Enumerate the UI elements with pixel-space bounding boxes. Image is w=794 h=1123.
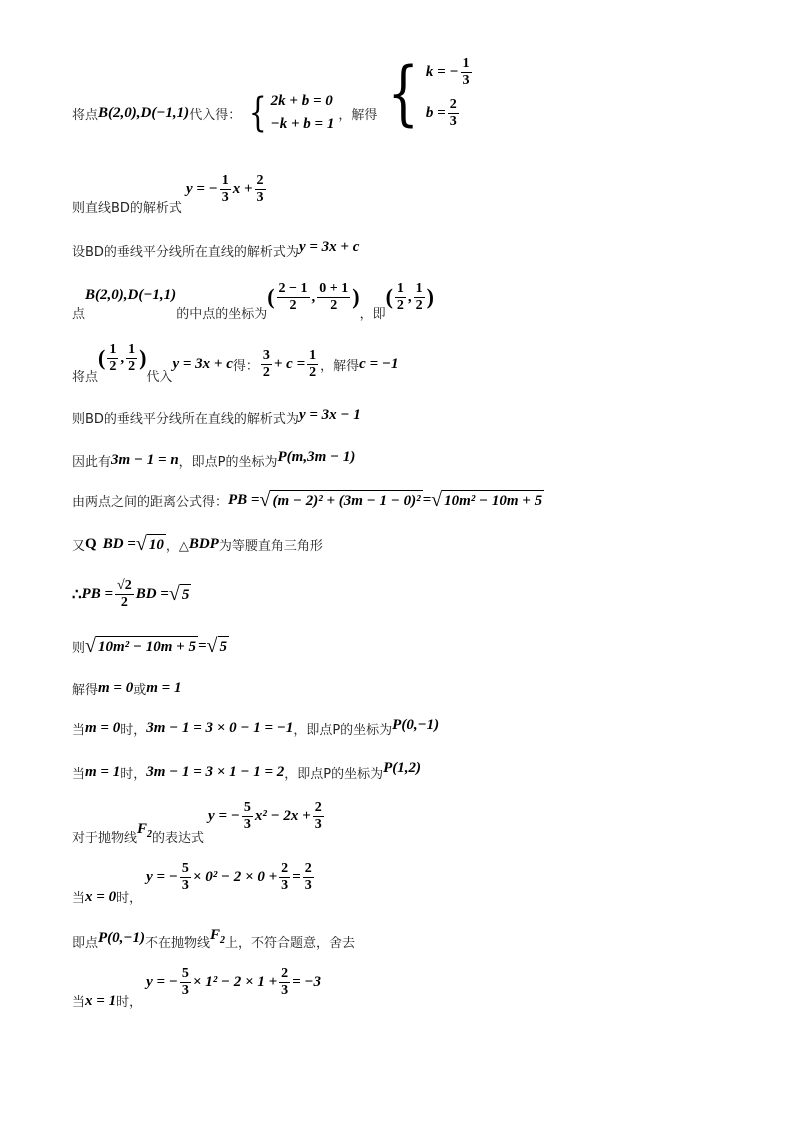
text: 不在抛物线 bbox=[145, 935, 211, 951]
text: 则直线BD的解析式 bbox=[72, 201, 182, 216]
equation: b = bbox=[425, 105, 446, 121]
math: = bbox=[292, 868, 301, 885]
math: y = − bbox=[146, 868, 178, 885]
math: = −3 bbox=[292, 973, 322, 990]
text: 则 bbox=[72, 640, 86, 656]
math: 3m − 1 = 3 × 1 − 1 = 2 bbox=[146, 763, 285, 780]
text: 即点 bbox=[72, 935, 99, 951]
line-midpoint: 点 B(2,0),D(−1,1) 的中点的坐标为 ( $\frac{2 - 1}{2}$ , $\frac{0 + 1}{2}$ ) ，即 ( $\frac{1}{2}$ , $\frac{1}{2}$ ) bbox=[72, 280, 434, 322]
text: 当 bbox=[72, 722, 86, 738]
line-case-x1 bbox=[72, 966, 321, 1010]
fraction: $\frac{1}{2}$ bbox=[396, 280, 404, 313]
fraction: $\frac{1}{2}$ bbox=[109, 341, 117, 374]
text: 的中点的坐标为 bbox=[176, 307, 268, 322]
math: x + bbox=[232, 180, 253, 197]
line-substitute-midpoint: 将点 ( $\frac{1}{2}$ , $\frac{1}{2}$ ) 代入 y = 3x + c 得： $\frac{3}{2}$ + c = $\frac{1}{2}$ ，解得 c = −1 bbox=[72, 341, 399, 385]
text: ，解得 bbox=[320, 358, 360, 374]
math: y = − bbox=[146, 973, 178, 990]
math: x = 1 bbox=[85, 993, 117, 1009]
text: 将点 bbox=[72, 370, 99, 385]
text: 时， bbox=[120, 722, 147, 738]
equation: k = − bbox=[425, 64, 459, 80]
text: ，解得 bbox=[338, 107, 378, 123]
text: 代入得： bbox=[189, 107, 242, 123]
line-distance-formula bbox=[72, 484, 544, 516]
fraction: $\frac{2 - 1}{2}$ bbox=[278, 280, 308, 313]
math: PB = bbox=[81, 585, 114, 602]
text: 当 bbox=[72, 766, 86, 782]
sqrt: √ 10 bbox=[135, 533, 164, 555]
text: 将点 bbox=[72, 107, 99, 123]
math: m = 0 bbox=[98, 679, 134, 696]
math: P(0,−1) bbox=[392, 716, 440, 733]
fraction: $\frac{2}{3}$ bbox=[256, 172, 264, 205]
text: 时， bbox=[116, 891, 143, 906]
math: y = − bbox=[185, 180, 218, 197]
text: 时， bbox=[116, 995, 143, 1010]
math: + c = bbox=[273, 355, 306, 372]
line-pb-value bbox=[72, 572, 191, 616]
fraction: $\frac{5}{3}$ bbox=[181, 965, 189, 998]
fraction: $\frac{√2}{2}$ bbox=[117, 577, 132, 610]
math: Q bbox=[85, 535, 97, 552]
fraction: $\frac{1}{3}$ bbox=[462, 56, 470, 88]
fraction: $\frac{2}{3}$ bbox=[314, 799, 322, 832]
math: = bbox=[197, 637, 207, 654]
text: 当 bbox=[72, 995, 86, 1010]
text: 的表达式 bbox=[152, 831, 205, 846]
text: ，即点P的坐标为 bbox=[178, 454, 278, 470]
line-substitute-points bbox=[72, 52, 478, 156]
fraction: $\frac{1}{2}$ bbox=[128, 341, 136, 374]
line-case-x0 bbox=[72, 862, 316, 906]
text: 上，不符合题意，舍去 bbox=[225, 935, 356, 951]
equation: 2k + b = 0 bbox=[270, 93, 333, 109]
line-reject-p bbox=[72, 928, 355, 954]
fraction: $\frac{3}{2}$ bbox=[262, 347, 270, 380]
math: BDP bbox=[188, 535, 219, 552]
fraction: $\frac{2}{3}$ bbox=[304, 860, 312, 893]
fraction: $\frac{0 + 1}{2}$ bbox=[319, 280, 349, 313]
fraction: $\frac{1}{3}$ bbox=[221, 172, 229, 205]
fraction: $\frac{2}{3}$ bbox=[449, 97, 457, 129]
math: m = 1 bbox=[85, 763, 121, 780]
math: P(1,2) bbox=[383, 759, 421, 776]
sqrt: √ 10m² − 10m + 5 bbox=[431, 489, 543, 511]
sqrt: √ 5 bbox=[206, 635, 228, 657]
line-bd-equation bbox=[72, 172, 268, 216]
math: m = 1 bbox=[146, 679, 182, 696]
math: x = 0 bbox=[85, 889, 117, 905]
math: ∴ bbox=[72, 586, 82, 603]
line-case-m0 bbox=[72, 716, 439, 740]
math: BD = bbox=[102, 535, 136, 552]
sqrt: √ 5 bbox=[168, 583, 190, 605]
brace-icon: { bbox=[388, 52, 420, 134]
text: ，△ bbox=[165, 538, 189, 554]
math: = bbox=[422, 491, 432, 508]
text: 代入 bbox=[146, 370, 173, 385]
equation-system bbox=[245, 90, 335, 136]
math: c = −1 bbox=[359, 355, 399, 372]
fraction: $\frac{5}{3}$ bbox=[181, 860, 189, 893]
text: 又 bbox=[72, 538, 86, 554]
math: × 1² − 2 × 1 + bbox=[192, 973, 278, 990]
math: BD = bbox=[135, 585, 169, 602]
math-points: B(2,0),D(−1,1) bbox=[98, 104, 190, 121]
text: 对于抛物线 bbox=[72, 831, 138, 846]
math: 3m − 1 = 3 × 0 − 1 = −1 bbox=[146, 719, 294, 736]
sqrt: √ (m − 2)² + (3m − 1 − 0)² bbox=[259, 489, 421, 511]
math: y = 3x − 1 bbox=[298, 406, 361, 423]
line-parabola-f2 bbox=[72, 799, 326, 846]
text: ，即 bbox=[359, 307, 386, 322]
text: 因此有 bbox=[72, 454, 112, 470]
math: y = 3x + c bbox=[298, 238, 360, 255]
math: PB = bbox=[228, 491, 260, 508]
fraction: $\frac{1}{2}$ bbox=[309, 347, 317, 380]
line-point-p bbox=[72, 448, 355, 472]
text: 点 bbox=[72, 307, 86, 322]
fraction: $\frac{1}{2}$ bbox=[415, 280, 423, 313]
fraction: $\frac{5}{3}$ bbox=[243, 799, 251, 832]
line-solve-m bbox=[72, 676, 181, 700]
text: 由两点之间的距离公式得： bbox=[72, 494, 229, 510]
text: 设BD的垂线平分线所在直线的解析式为 bbox=[72, 244, 299, 260]
fraction: $\frac{2}{3}$ bbox=[281, 860, 289, 893]
text: 则BD的垂线平分线所在直线的解析式为 bbox=[72, 411, 299, 427]
text: 为等腰直角三角形 bbox=[218, 538, 323, 554]
math: P(0,−1) bbox=[98, 929, 146, 946]
equation: −k + b = 1 bbox=[270, 116, 335, 132]
text: ，即点P的坐标为 bbox=[293, 722, 393, 738]
sqrt: √ 10m² − 10m + 5 bbox=[85, 635, 196, 657]
line-perpendicular-bisector bbox=[72, 405, 361, 429]
brace-icon: { bbox=[249, 90, 267, 136]
text: ，即点P的坐标为 bbox=[284, 766, 384, 782]
text: 或 bbox=[133, 682, 147, 698]
math: × 0² − 2 × 0 + bbox=[192, 868, 278, 885]
math: m = 0 bbox=[85, 719, 121, 736]
text: 解得 bbox=[72, 682, 99, 698]
math: y = − bbox=[208, 807, 240, 824]
math: $F_2$ bbox=[137, 821, 153, 840]
line-isosceles-right bbox=[72, 530, 323, 558]
text: 时， bbox=[120, 766, 147, 782]
line-case-m1 bbox=[72, 760, 421, 784]
math: $F_2$ bbox=[210, 926, 226, 946]
math: 3m − 1 = n bbox=[111, 451, 179, 468]
math: P(m,3m − 1) bbox=[277, 448, 356, 465]
text: 得： bbox=[232, 358, 259, 374]
text: 当 bbox=[72, 891, 86, 906]
math: y = 3x + c bbox=[172, 355, 233, 372]
solution-system bbox=[381, 52, 473, 134]
math: x² − 2x + bbox=[254, 807, 311, 824]
line-equation-m bbox=[72, 632, 229, 660]
line-perpendicular-bisector-form bbox=[72, 238, 359, 262]
fraction: $\frac{2}{3}$ bbox=[281, 965, 289, 998]
math: B(2,0),D(−1,1) bbox=[85, 286, 177, 303]
